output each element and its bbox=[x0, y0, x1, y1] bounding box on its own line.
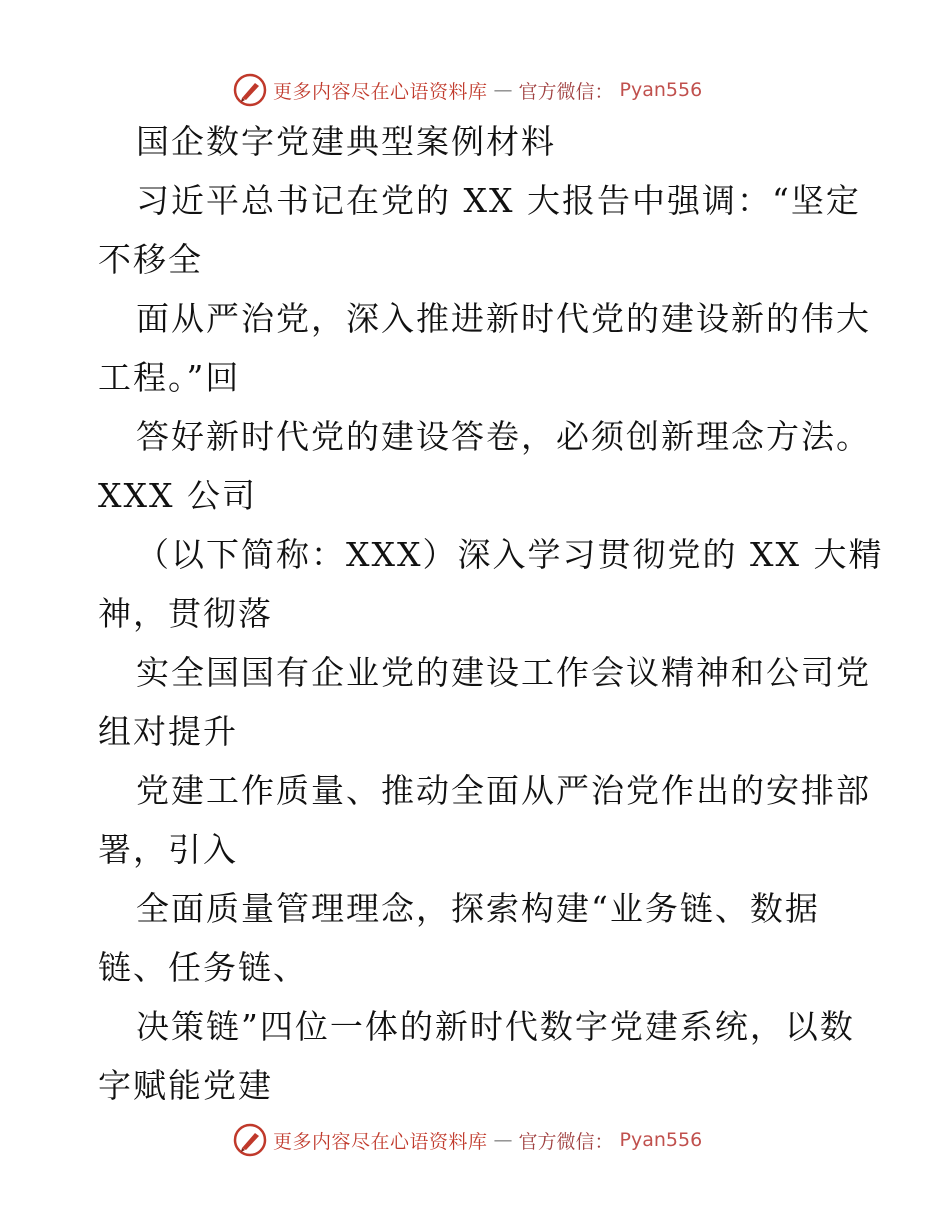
doc-line: 实全国国有企业党的建设工作会议精神和公司党 bbox=[136, 653, 871, 692]
banner-brand-text: 更多内容尽在心语资料库 bbox=[273, 1130, 488, 1153]
doc-line: 党建工作质量、推动全面从严治党作出的安排部 bbox=[136, 771, 871, 810]
doc-line: 链、任务链、 bbox=[98, 948, 308, 987]
banner-official-label: 官方微信： bbox=[518, 1130, 614, 1153]
header-banner bbox=[233, 70, 753, 110]
doc-line: 习近平总书记在党的 XX 大报告中强调：“坚定 bbox=[136, 181, 861, 220]
banner-wechat-id: Pyan556 bbox=[619, 79, 703, 101]
footer-banner bbox=[233, 1120, 753, 1160]
banner-wechat-id: Pyan556 bbox=[619, 1129, 703, 1151]
pen-circle-logo-icon bbox=[233, 1123, 267, 1157]
doc-line: 神，贯彻落 bbox=[98, 594, 273, 633]
doc-line: 工程。”回 bbox=[98, 358, 241, 397]
banner-dash: — bbox=[493, 79, 513, 101]
doc-line: 组对提升 bbox=[98, 712, 238, 751]
banner-dash: — bbox=[493, 1129, 513, 1151]
doc-title: 国企数字党建典型案例材料 bbox=[136, 122, 556, 161]
doc-line: 答好新时代党的建设答卷，必须创新理念方法。 bbox=[136, 417, 871, 456]
doc-line: 字赋能党建 bbox=[98, 1066, 273, 1105]
banner-brand-text: 更多内容尽在心语资料库 bbox=[273, 80, 488, 103]
banner-official-label: 官方微信： bbox=[518, 80, 614, 103]
doc-line: 全面质量管理理念，探索构建“业务链、数据 bbox=[136, 889, 820, 928]
doc-line: 署，引入 bbox=[98, 830, 238, 869]
doc-line: XXX 公司 bbox=[98, 476, 257, 515]
doc-line: 不移全 bbox=[98, 240, 203, 279]
doc-line: 面从严治党，深入推进新时代党的建设新的伟大 bbox=[136, 299, 871, 338]
doc-line: （以下简称：XXX）深入学习贯彻党的 XX 大精 bbox=[136, 535, 884, 574]
pen-circle-logo-icon bbox=[233, 73, 267, 107]
doc-line: 决策链”四位一体的新时代数字党建系统，以数 bbox=[136, 1007, 855, 1046]
